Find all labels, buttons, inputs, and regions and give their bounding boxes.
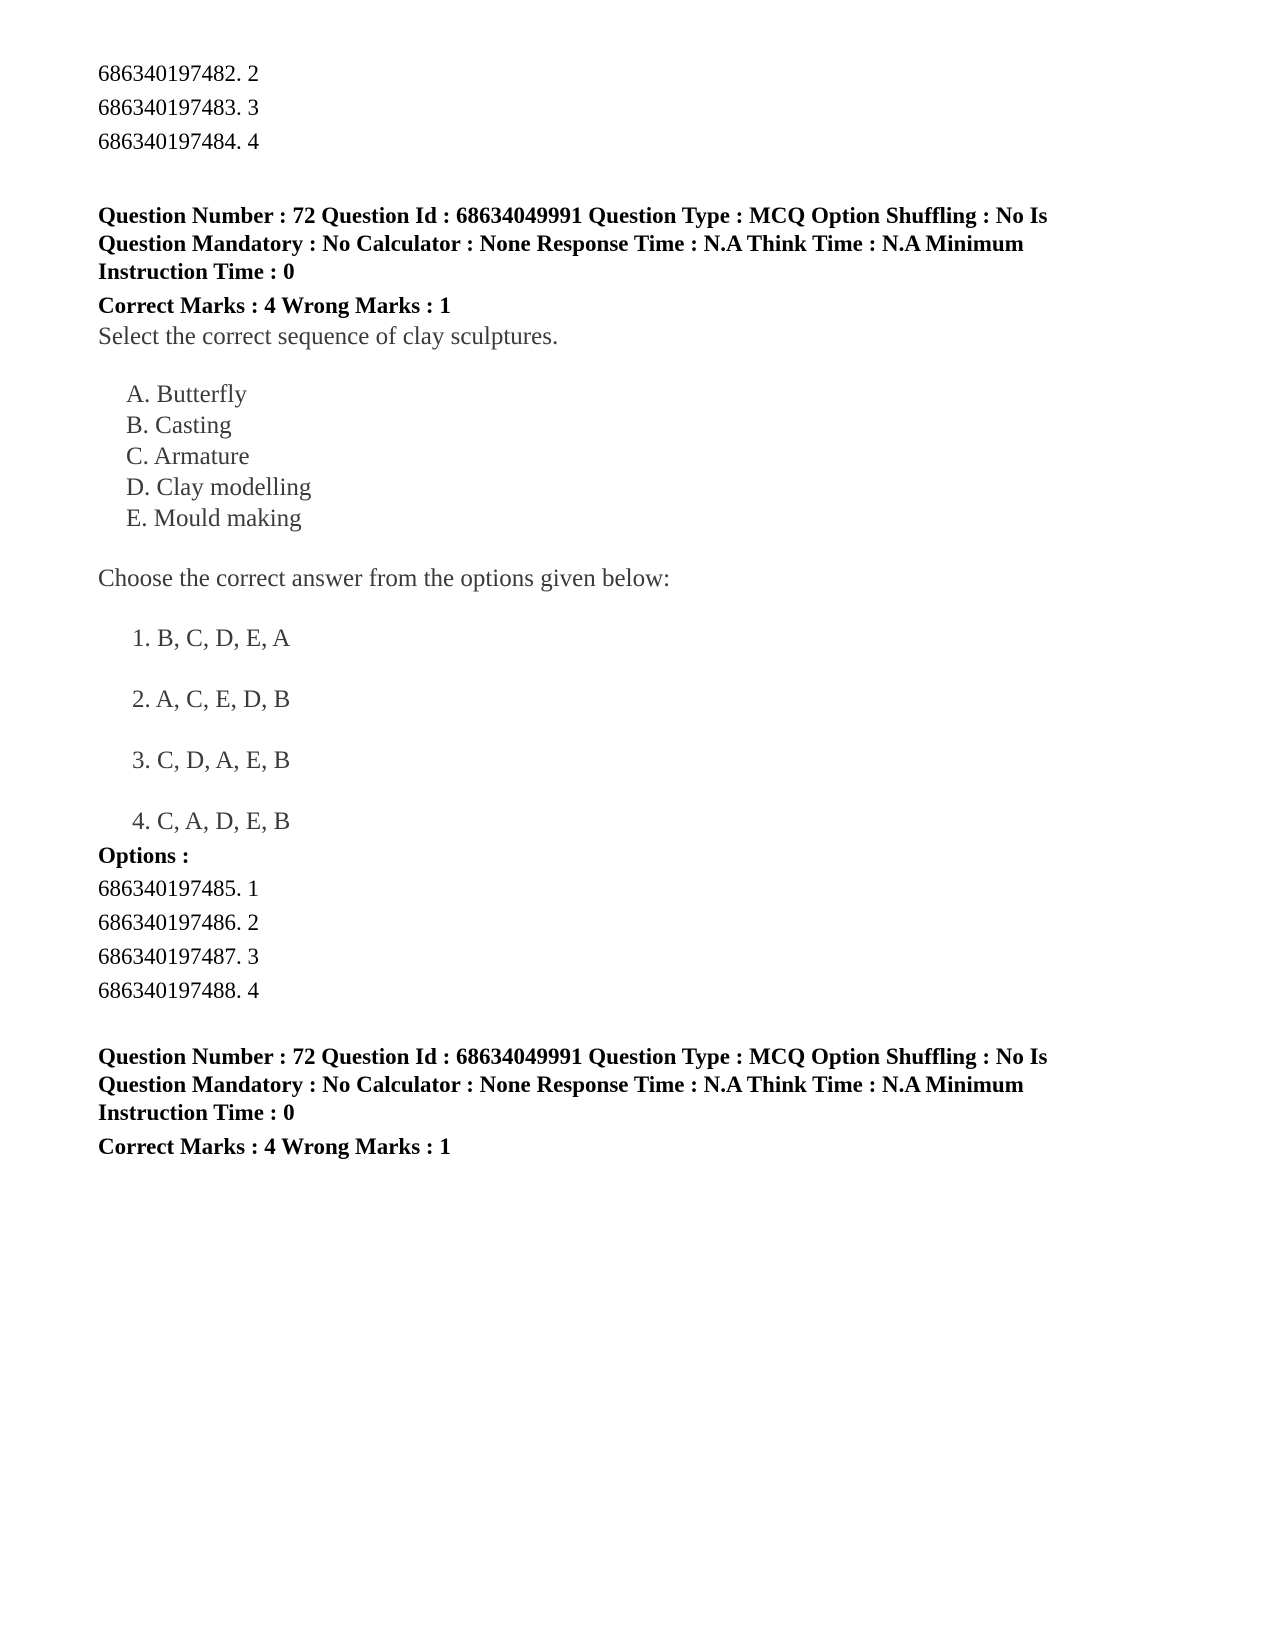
question-header-line: Question Number : 72 Question Id : 68634049991 Question Type : MCQ Option Shuffling : No Is xyxy=(98,203,1048,228)
question-choice-2: 2. A, C, E, D, B xyxy=(132,686,291,713)
question-header-line: Question Mandatory : No Calculator : None Response Time : N.A Think Time : N.A Minimum xyxy=(98,1072,1024,1097)
question-header-line: Question Mandatory : No Calculator : None Response Time : N.A Think Time : N.A Minimum xyxy=(98,231,1024,256)
question-choice-4: 4. C, A, D, E, B xyxy=(132,808,291,835)
question-item-a: A. Butterfly xyxy=(126,381,247,408)
option-4: 686340197488. 4 xyxy=(98,978,259,1003)
question-header xyxy=(98,202,1158,286)
prev-option-4: 686340197484. 4 xyxy=(98,129,259,154)
question-item-c: C. Armature xyxy=(126,443,250,470)
prev-option-3: 686340197483. 3 xyxy=(98,95,259,120)
question-choice-1: 1. B, C, D, E, A xyxy=(132,625,291,652)
options-label: Options : xyxy=(98,843,190,868)
question-header-line: Instruction Time : 0 xyxy=(98,1100,295,1125)
question-header xyxy=(98,1043,1158,1127)
option-3: 686340197487. 3 xyxy=(98,944,259,969)
question-item-b: B. Casting xyxy=(126,412,232,439)
question-item-d: D. Clay modelling xyxy=(126,474,312,501)
question-header-line: Question Number : 72 Question Id : 68634049991 Question Type : MCQ Option Shuffling : No Is xyxy=(98,1044,1048,1069)
question-marks: Correct Marks : 4 Wrong Marks : 1 xyxy=(98,1134,451,1159)
question-choice-3: 3. C, D, A, E, B xyxy=(132,747,291,774)
question-marks: Correct Marks : 4 Wrong Marks : 1 xyxy=(98,293,451,318)
question-instruction: Choose the correct answer from the options given below: xyxy=(98,565,671,592)
option-1: 686340197485. 1 xyxy=(98,876,259,901)
question-header-line: Instruction Time : 0 xyxy=(98,259,295,284)
question-stem: Select the correct sequence of clay sculptures. xyxy=(98,323,559,350)
prev-option-2: 686340197482. 2 xyxy=(98,61,259,86)
option-2: 686340197486. 2 xyxy=(98,910,259,935)
question-item-e: E. Mould making xyxy=(126,505,302,532)
